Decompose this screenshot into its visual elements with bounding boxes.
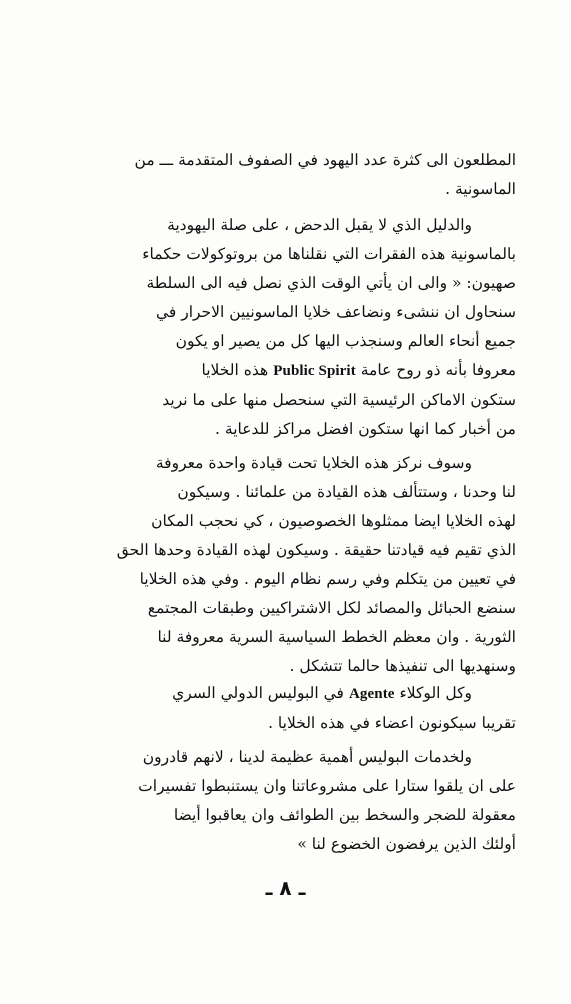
text-line: في تعيين من يتكلم وفي رسم نظام اليوم . وفي هذه الخلايا	[139, 570, 516, 588]
text-line: بالماسونية هذه الفقرات التي نقلناها من بروتوكولات حكماء	[142, 245, 516, 263]
text-line: على ان يلقوا ستارا على مشروعاتنا وان يستنبطوا تفسيرات	[138, 777, 516, 795]
text-line-mixed	[60, 356, 516, 386]
text-line: لهذه الخلايا ايضا ممثلوها الخصوصيون ، كي نحجب المكان	[151, 512, 516, 530]
paragraph-1	[60, 146, 516, 204]
text-fragment: وكل الوكلاء	[399, 684, 472, 702]
text-line: الثورية . وان معظم الخطط السياسية السرية معروفة لنا	[157, 628, 516, 646]
text-line: وسوف نركز هذه الخلايا تحت قيادة واحدة معروفة	[155, 454, 472, 472]
text-line-mixed	[60, 679, 516, 709]
text-line: ولخدمات البوليس أهمية عظيمة لدينا ، لانهم قادرون	[142, 748, 472, 766]
text-line: معقولة للضجر والسخط بين الطوائف وان يعاقبوا أيضا	[173, 806, 516, 824]
text-line: من أخبار كما انها ستكون افضل مراكز للدعاية .	[215, 420, 516, 438]
latin-term: Agente	[348, 686, 395, 702]
text-line: المطلعون الى كثرة عدد اليهود في الصفوف المتقدمة ـــ من	[134, 151, 516, 169]
text-line: لنا وحدنا ، وستتألف هذه القيادة من علمائنا . وسيكون	[177, 483, 516, 501]
text-line: الذي تقيم فيه قيادتنا حقيقة . وسيكون لهذه القيادة وحدها الحق	[116, 541, 516, 559]
text-line: وسنهديها الى تنفيذها حالما تتشكل .	[289, 657, 516, 675]
text-fragment: معروفا بأنه ذو روح عامة	[360, 361, 516, 379]
paragraph-4	[60, 679, 516, 738]
text-fragment: هذه الخلايا	[201, 361, 269, 379]
text-line: ستكون الاماكن الرئيسية التي سنحصل منها على ما نريد	[162, 391, 516, 409]
text-line: أولئك الذين يرفضون الخضوع لنا »	[297, 835, 516, 853]
text-line: صهيون: « والى ان يأتي الوقت الذي نصل فيه الى السلطة	[146, 274, 516, 292]
page-number: ـ ٨ ـ	[265, 876, 306, 900]
text-line: تقريبا سيكونون اعضاء في هذه الخلايا .	[268, 714, 516, 732]
text-line: سنحاول ان ننشىء ونضاعف خلايا الماسونيين الاحرار في	[155, 303, 516, 321]
paragraph-5	[60, 743, 516, 859]
paragraph-2	[60, 211, 516, 444]
text-line: الماسونية .	[445, 180, 516, 198]
text-line: والدليل الذي لا يقبل الدحض ، على صلة اليهودية	[167, 216, 472, 234]
latin-term: Public Spirit	[273, 363, 356, 379]
paragraph-3	[60, 449, 516, 681]
text-line: جميع أنحاء العالم وسنجذب اليها كل من يصير او يكون	[175, 332, 516, 350]
text-fragment: في البوليس الدولي السري	[172, 684, 344, 702]
text-line: سنضع الحبائل والمصائد لكل الاشتراكيين وطبقات المجتمع	[147, 599, 516, 617]
